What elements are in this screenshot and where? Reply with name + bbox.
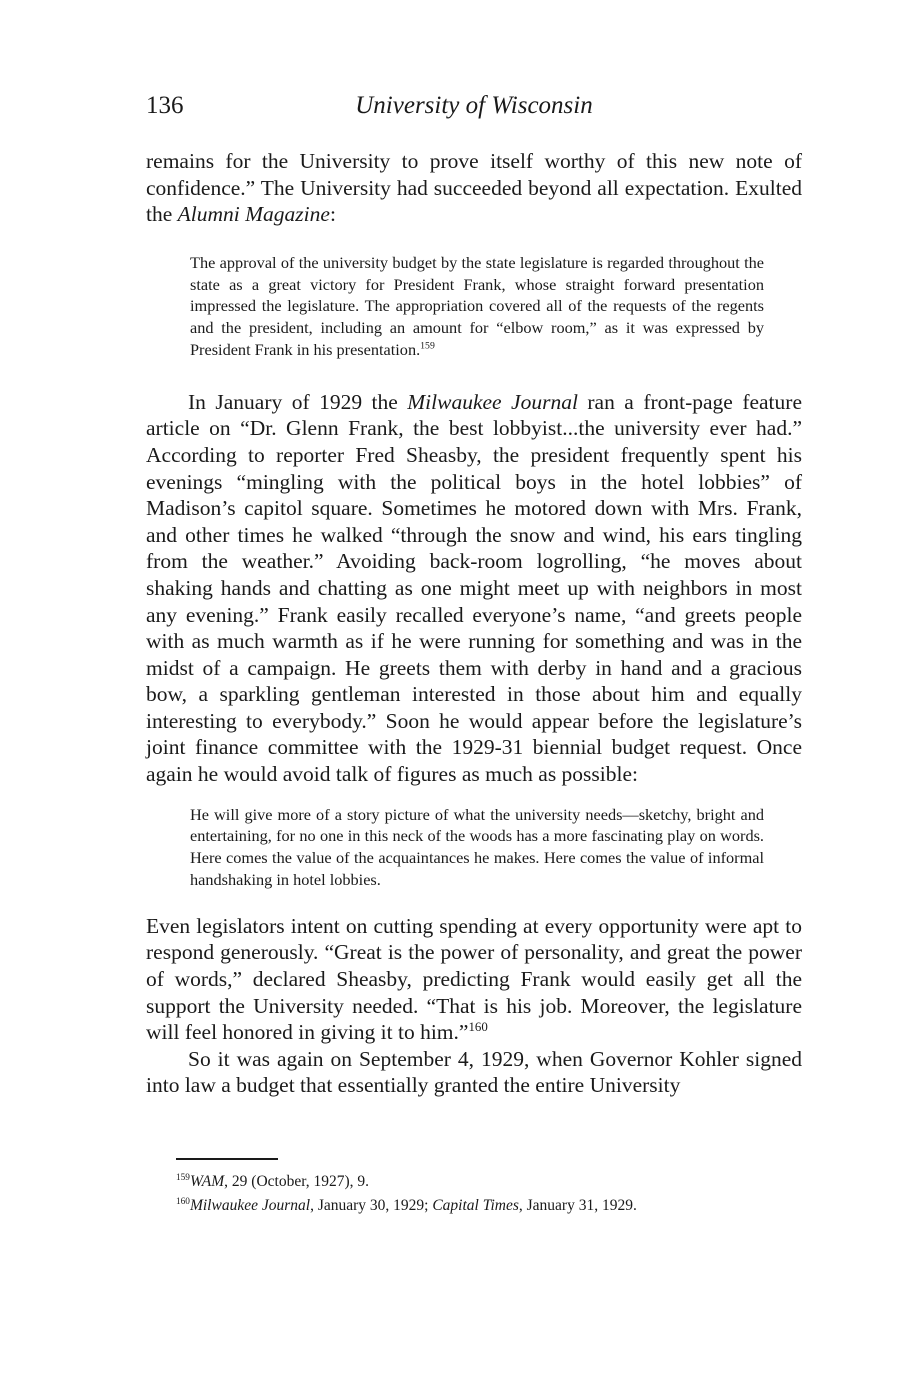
- milwaukee-journal-title: Milwaukee Journal: [407, 389, 578, 414]
- paragraph-3: [146, 913, 802, 1046]
- page-header: [146, 92, 802, 126]
- footnote-159-source: WAM: [189, 1173, 225, 1190]
- footnote-ref-159: 159: [420, 340, 435, 352]
- footnote-160-date-1: , January 30, 1929;: [310, 1197, 433, 1214]
- footnote-160-number: 160: [176, 1196, 190, 1207]
- paragraph-3-text: Even legislators intent on cutting spending at every opportunity were apt to respond generously. “Great is the power of personality, and great the power of words,” declared Sheasby, predicting Frank would easily get all the support the University needed. “That is his job. Moreover, the legislature will feel honored in giving it to him.”: [146, 913, 802, 1045]
- paragraph-2-text: ran a front-page feature article on “Dr. Glenn Frank, the best lobbyist...the university ever had.” According to reporter Fred Sheasby, the president frequently spent his evenings “mingling with the political boys in the hotel lobbies” of Madison’s capitol square. Sometimes he motored down with Mrs. Frank, and other times he walked “through the snow and wind, his ears tingling from the weather.” Avoiding back-room logrolling, “he moves about shaking hands and chatting as one might meet up with neighbors in most any evening.” Frank easily recalled everyone’s name, “and greets people with as much warmth as if he were running for something and was in the midst of a campaign. He greets them with derby in hand and a gracious bow, a sparkling gentleman interested in those about him and equally interesting to everybody.” Soon he would appear before the legislature’s joint finance committee with the 1929-31 biennial budget request. Once again he would avoid talk of figures as much as possible:: [146, 389, 802, 787]
- footnote-ref-160: 160: [468, 1020, 488, 1035]
- block-quote-2: [190, 804, 764, 891]
- paragraph-4: [146, 1046, 802, 1099]
- footnote-160-source-1: Milwaukee Journal: [189, 1197, 311, 1214]
- paragraph-2: [146, 389, 802, 788]
- paragraph-4-text: So it was again on September 4, 1929, when Governor Kohler signed into law a budget that essentially granted the entire University: [146, 1046, 802, 1098]
- page-number: 136: [146, 92, 184, 119]
- body-text: [146, 148, 802, 1099]
- footnote-159-number: 159: [176, 1172, 190, 1183]
- paragraph-1-colon: :: [329, 202, 336, 227]
- paragraph-1-text: remains for the University to prove itself worthy of this new note of confidence.” The University had succeeded beyond all expectation. Exulted the: [146, 149, 802, 227]
- paragraph-2-lead: In January of 1929 the: [188, 389, 408, 414]
- footnote-160: [176, 1194, 796, 1218]
- running-title: University of Wisconsin: [355, 92, 593, 119]
- footnote-159: [176, 1170, 796, 1194]
- alumni-magazine-title: Alumni Magazine: [177, 202, 330, 227]
- block-quote-2-text: He will give more of a story picture of what the university needs—sketchy, bright and entertaining, for no one in this neck of the woods has a more fascinating play on words. Here comes the value of the acquaintances he makes. Here comes the value of informal handshaking in hotel lobbies.: [190, 804, 764, 890]
- block-quote-1-text: The approval of the university budget by the state legislature is regarded throughout the state as a great victory for President Frank, whose straight forward presentation impressed the legislature. The appropriation covered all of the requests of the regents and the president, including an amount for “elbow room,” as it was expressed by President Frank in his presentation.: [190, 252, 764, 359]
- footnote-160-source-2: Capital Times: [432, 1197, 519, 1214]
- footnotes: [176, 1170, 796, 1218]
- paragraph-1: [146, 148, 802, 228]
- footnote-divider: [176, 1158, 278, 1160]
- footnote-159-citation: , 29 (October, 1927), 9.: [224, 1173, 370, 1190]
- footnote-160-date-2: , January 31, 1929.: [518, 1197, 637, 1214]
- block-quote-1: [190, 252, 764, 361]
